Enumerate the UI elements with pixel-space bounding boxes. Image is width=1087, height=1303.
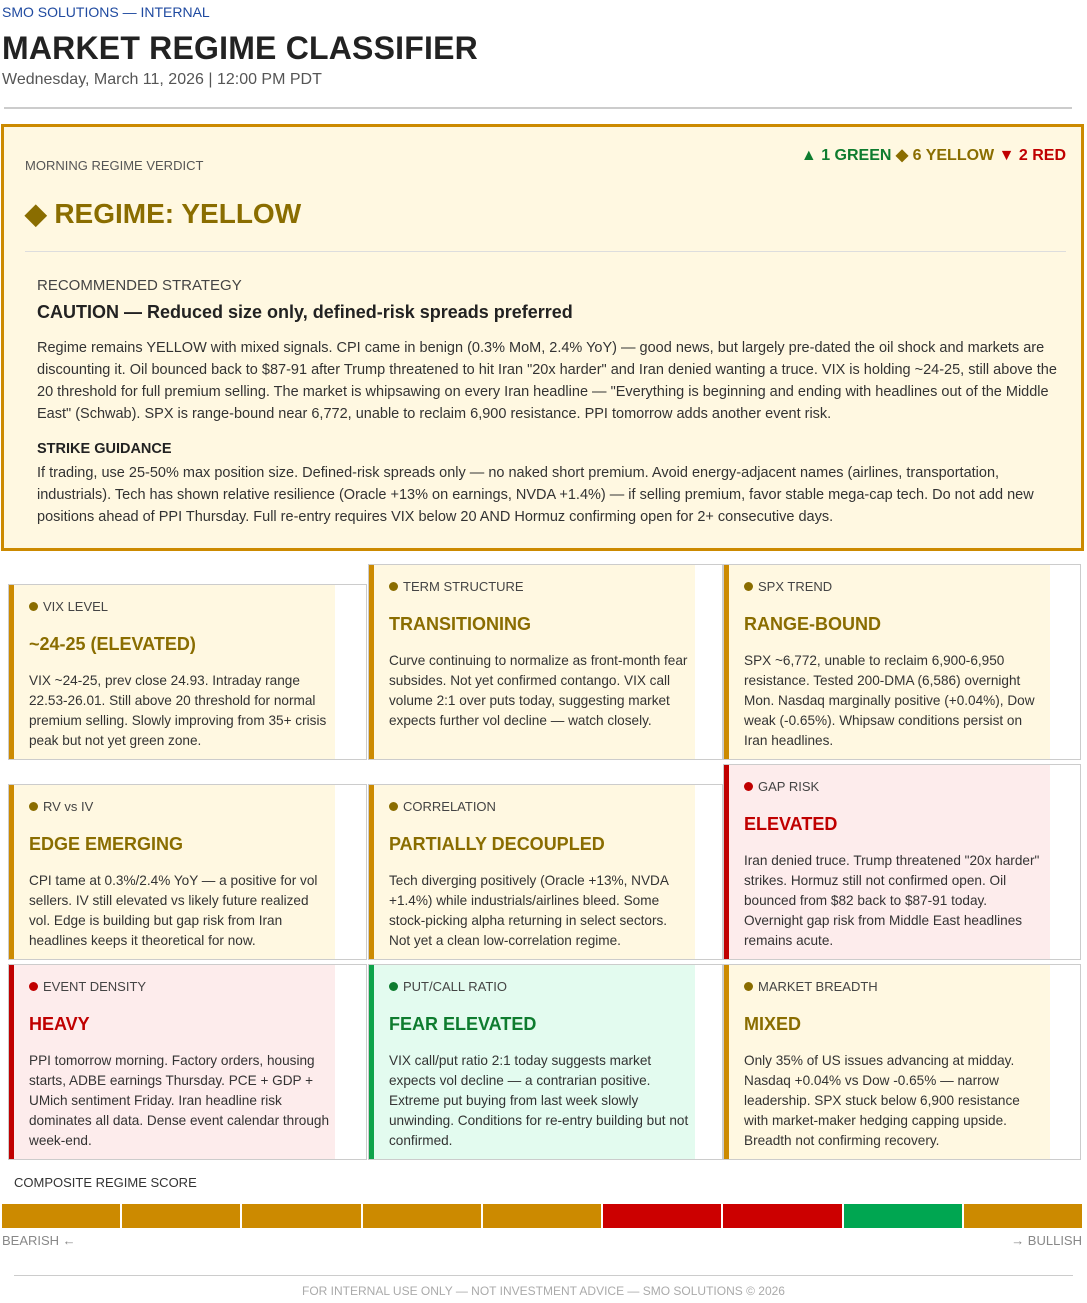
signal-label-text: MARKET BREADTH: [758, 979, 878, 994]
score-segment-yellow: [122, 1204, 240, 1228]
signal-label: [389, 799, 695, 814]
signal-card-gap-risk: [723, 764, 1081, 960]
composite-score-bar: [2, 1204, 1082, 1228]
green-count: ▲ 1 GREEN: [800, 147, 892, 164]
verdict-label: MORNING REGIME VERDICT: [25, 158, 204, 173]
signal-description: VIX ~24-25, prev close 24.93. Intraday range 22.53-26.01. Still above 20 threshold for normal premium selling. Slowly improving from 35+ crisis peak but not yet green zone.: [29, 673, 327, 748]
signal-card-correlation: [368, 784, 723, 960]
composite-score-label: COMPOSITE REGIME SCORE: [14, 1175, 197, 1190]
signal-description: PPI tomorrow morning. Factory orders, housing starts, ADBE earnings Thursday. PCE + GDP + UMich sentiment Friday. Iran headline risk dominates all data. Dense event calendar through week-end.: [29, 1053, 330, 1148]
signal-label-text: GAP RISK: [758, 779, 820, 794]
signal-label: [29, 979, 335, 994]
score-segment-yellow: [363, 1204, 481, 1228]
signal-description: Tech diverging positively (Oracle +13%, NVDA +1.4%) while industrials/airlines bleed. Some stock-picking alpha returning in select sectors. Not yet a clean low-correlation regime.: [389, 873, 669, 948]
signal-value: ~24-25 (ELEVATED): [29, 634, 196, 654]
signal-counts: [801, 145, 1066, 165]
signal-card-body: [9, 965, 335, 1159]
signal-card-term-structure: [368, 564, 723, 760]
signal-value: TRANSITIONING: [389, 614, 531, 634]
signal-card-body: [9, 585, 335, 759]
footer-divider: [14, 1275, 1073, 1276]
strategy-title: CAUTION — Reduced size only, defined-risk spreads preferred: [37, 302, 573, 322]
score-segment-yellow: [2, 1204, 120, 1228]
signal-description: Only 35% of US issues advancing at midday. Nasdaq +0.04% vs Dow -0.65% — narrow leadership. SPX stuck below 6,900 resistance with market-maker hedging capping upside. Breadth not confirming recovery.: [744, 1053, 1020, 1148]
signal-description: CPI tame at 0.3%/2.4% YoY — a positive for vol sellers. IV still elevated vs likely future realized vol. Edge is building but gap risk from Iran headlines keeps it theoretical for now.: [29, 873, 318, 948]
score-segment-red: [603, 1204, 721, 1228]
strike-guidance-label: STRIKE GUIDANCE: [37, 441, 172, 457]
score-segment-yellow: [242, 1204, 360, 1228]
signal-card-market-breadth: [723, 964, 1081, 1160]
signal-card-body: [724, 965, 1050, 1159]
signal-card-body: [369, 965, 695, 1159]
signal-label: [744, 579, 1050, 594]
page-date: Wednesday, March 11, 2026 | 12:00 PM PDT: [2, 71, 322, 88]
signal-value: EDGE EMERGING: [29, 834, 184, 854]
signal-label-text: VIX LEVEL: [43, 599, 109, 614]
signal-card-body: [369, 785, 695, 959]
signal-label: [744, 979, 1050, 994]
signal-card-rv-vs-iv: [8, 784, 367, 960]
score-segment-green: [844, 1204, 962, 1228]
status-dot-icon: [389, 802, 398, 811]
signal-card-body: [724, 565, 1050, 759]
score-segment-yellow: [964, 1204, 1082, 1228]
signal-value: PARTIALLY DECOUPLED: [389, 834, 605, 854]
regime-heading: ◆ REGIME: YELLOW: [25, 198, 302, 229]
status-dot-icon: [744, 982, 753, 991]
strategy-body: Regime remains YELLOW with mixed signals. CPI came in benign (0.3% MoM, 2.4% YoY) — good news, but largely pre-dated the oil shock and markets are discounting it. Oil bounced back to $87-91 after Trump threatened to hit Iran "20x harder" and Iran denied wanting a truce. VIX is holding ~24-25, still above the 20 threshold for full premium selling. The market is whipsawing on every Iran headline — "Everything is beginning and ending with headlines out of the Middle East" (Schwab). SPX is range-bound near 6,772, unable to reclaim 6,900 resistance. PPI tomorrow adds another event risk.: [37, 340, 1057, 422]
yellow-count: ◆ 6 YELLOW: [895, 147, 995, 164]
status-dot-icon: [744, 782, 753, 791]
signal-card-body: [369, 565, 695, 759]
signal-value: FEAR ELEVATED: [389, 1014, 537, 1034]
signal-description: Curve continuing to normalize as front-month fear subsides. Not yet confirmed contango. VIX call volume 2:1 over puts today, suggesting market expects further vol decline — watch closely.: [389, 653, 688, 728]
signal-card-spx-trend: [723, 564, 1081, 760]
signal-label: [29, 799, 335, 814]
signal-value: MIXED: [744, 1014, 802, 1034]
signal-label-text: CORRELATION: [403, 799, 496, 814]
regime-verdict-panel: [1, 124, 1084, 551]
signal-value: ELEVATED: [744, 814, 838, 834]
status-dot-icon: [29, 802, 38, 811]
page-title: MARKET REGIME CLASSIFIER: [2, 30, 478, 66]
strike-guidance-body: If trading, use 25-50% max position size. Defined-risk spreads only — no naked short premium. Avoid energy-adjacent names (airlines, transportation, industrials). Tech has shown relative resilience (Oracle +13% on earnings, NVDA +1.4%) — if selling premium, favor stable mega-cap tech. Do not add new positions ahead of PPI Thursday. Full re-entry requires VIX below 20 AND Hormuz confirming open for 2+ consecutive days.: [37, 465, 1034, 525]
signal-label: [29, 599, 335, 614]
signal-description: VIX call/put ratio 2:1 today suggests market expects vol decline — a contrarian positive. Extreme put buying from last week slowly unwinding. Conditions for re-entry building but not confirmed.: [389, 1053, 689, 1148]
signal-card-body: [9, 785, 335, 959]
signal-label-text: TERM STRUCTURE: [403, 579, 524, 594]
strategy-label: RECOMMENDED STRATEGY: [37, 277, 242, 294]
bearish-label: BEARISH ←: [2, 1233, 76, 1248]
signal-card-event-density: [8, 964, 367, 1160]
signal-value: RANGE-BOUND: [744, 614, 881, 634]
status-dot-icon: [744, 582, 753, 591]
signal-label-text: SPX TREND: [758, 579, 833, 594]
signal-description: Iran denied truce. Trump threatened "20x harder" strikes. Hormuz still not confirmed open. Oil bounced from $82 back to $87-91 today. Overnight gap risk from Middle East headlines remains acute.: [744, 853, 1040, 948]
bullish-label: → BULLISH: [1011, 1233, 1082, 1248]
red-count: ▼ 2 RED: [998, 147, 1066, 164]
score-segment-red: [723, 1204, 841, 1228]
header-divider: [4, 107, 1072, 109]
status-dot-icon: [389, 982, 398, 991]
signal-label: [389, 979, 695, 994]
status-dot-icon: [29, 602, 38, 611]
verdict-divider: [25, 251, 1066, 252]
org-label: SMO SOLUTIONS — INTERNAL: [2, 4, 210, 20]
signal-value: HEAVY: [29, 1014, 90, 1034]
signal-label-text: PUT/CALL RATIO: [403, 979, 508, 994]
footer-disclaimer: FOR INTERNAL USE ONLY — NOT INVESTMENT ADVICE — SMO SOLUTIONS © 2026: [302, 1284, 785, 1298]
signal-card-body: [724, 765, 1050, 959]
signal-label: [744, 779, 1050, 794]
signal-card-put-call-ratio: [368, 964, 723, 1160]
status-dot-icon: [29, 982, 38, 991]
signal-label-text: RV vs IV: [43, 799, 94, 814]
score-segment-yellow: [483, 1204, 601, 1228]
signal-label: [389, 579, 695, 594]
signal-description: SPX ~6,772, unable to reclaim 6,900-6,950 resistance. Tested 200-DMA (6,586) overnight Mon. Nasdaq marginally positive (+0.04%), Dow weak (-0.65%). Whipsaw conditions persist on Iran headlines.: [744, 653, 1035, 748]
signal-label-text: EVENT DENSITY: [43, 979, 147, 994]
signal-card-vix-level: [8, 584, 367, 760]
status-dot-icon: [389, 582, 398, 591]
